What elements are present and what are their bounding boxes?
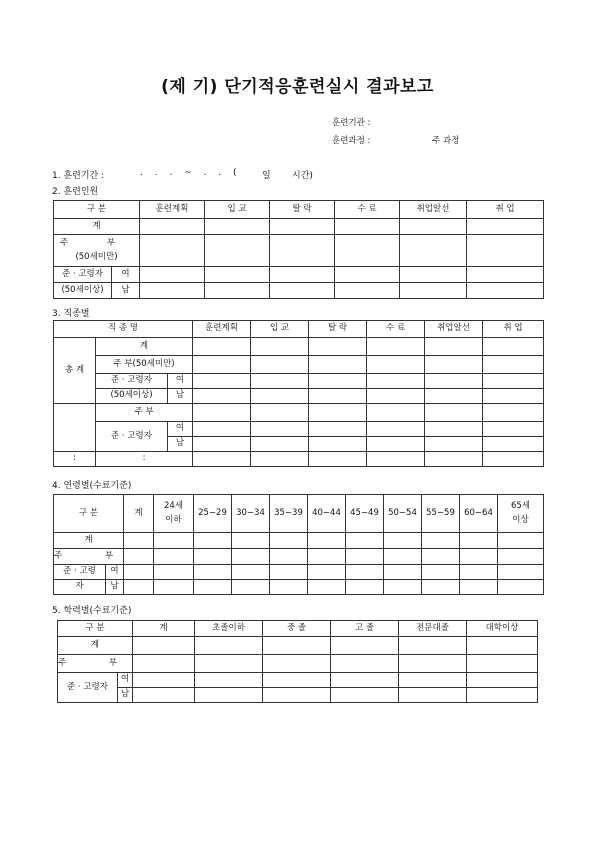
table-row [58,655,538,673]
input-cell[interactable] [400,219,467,235]
institution-label: 훈련기관 : [332,118,371,128]
input-cell[interactable] [460,549,498,565]
table-row [54,389,544,404]
input-cell[interactable] [331,673,399,688]
input-cell[interactable] [331,637,399,655]
input-cell[interactable] [425,356,483,374]
row-label-female: 여 [118,673,133,688]
table-row [54,338,544,356]
input-cell[interactable] [194,580,232,595]
row-label-senior-short: 준 · 고령자 [96,422,168,452]
table-row [54,404,544,422]
input-cell[interactable] [308,533,346,549]
input-cell[interactable] [346,565,384,580]
table-row [54,549,544,565]
row-label-colon: : [54,452,96,467]
input-cell[interactable] [251,374,309,389]
input-cell[interactable] [467,673,538,688]
input-cell[interactable] [251,404,309,422]
input-cell[interactable] [367,404,425,422]
header-cell: 훈련계획 [193,321,251,338]
header-cell: 60−64 [460,495,498,533]
input-cell[interactable] [124,533,154,549]
input-cell[interactable] [309,374,367,389]
input-cell[interactable] [367,389,425,404]
input-cell[interactable] [193,452,251,467]
table-row [58,637,538,655]
input-cell[interactable] [263,688,331,703]
input-cell[interactable] [232,549,270,565]
input-cell[interactable] [467,655,538,673]
row-label-colon: : [96,452,193,467]
header-line: 이하 [165,514,182,525]
table-header-row [54,321,544,338]
table-row [54,452,544,467]
section-2-title: 2. 훈련인원 [52,187,99,197]
table-row [54,283,544,299]
course-label: 훈련과정 : [332,136,371,146]
header-cell: 35−39 [270,495,308,533]
input-cell[interactable] [425,437,483,452]
header-cell: 훈련계획 [140,201,205,219]
header-cell: 수 료 [335,201,400,219]
input-cell[interactable] [309,389,367,404]
row-label-senior-cont: 자 [54,580,106,595]
input-cell[interactable] [399,673,467,688]
input-cell[interactable] [400,283,467,299]
input-cell[interactable] [133,637,195,655]
table-header-row [54,495,544,533]
input-cell[interactable] [193,422,251,437]
input-cell[interactable] [384,549,422,565]
input-cell[interactable] [346,549,384,565]
input-cell[interactable] [308,565,346,580]
input-cell[interactable] [425,338,483,356]
table-row [54,219,544,235]
input-cell[interactable] [483,452,544,467]
input-cell[interactable] [270,549,308,565]
input-cell[interactable] [422,565,460,580]
input-cell[interactable] [193,389,251,404]
table-row [54,235,544,267]
input-cell[interactable] [194,533,232,549]
header-cell-under24 [154,495,194,533]
input-cell[interactable] [263,673,331,688]
input-cell[interactable] [483,389,544,404]
row-label-male: 남 [118,688,133,703]
header-cell: 30−34 [232,495,270,533]
age-table [53,494,544,595]
input-cell[interactable] [270,580,308,595]
input-cell[interactable] [498,580,544,595]
input-cell[interactable] [460,565,498,580]
header-cell: 탈 락 [270,201,335,219]
table-row [58,688,538,703]
row-label-senior: 준 · 고령자 [96,374,168,389]
input-cell[interactable] [460,533,498,549]
row-label-male: 남 [112,283,140,299]
input-cell[interactable] [422,549,460,565]
row-label-senior-age: (50세이상) [96,389,168,404]
input-cell[interactable] [251,338,309,356]
header-cell: 중 졸 [263,621,331,637]
education-table [57,620,538,703]
input-cell[interactable] [467,219,544,235]
row-label-housewife-short: 주 부 [96,404,193,422]
input-cell[interactable] [335,283,400,299]
header-cell: 취업알선 [400,201,467,219]
header-line: 이상 [512,514,529,525]
row-label-male: 남 [106,580,124,595]
training-period-dates: . . . ~ . . ( [140,168,237,178]
input-cell[interactable] [399,655,467,673]
header-cell: 45−49 [346,495,384,533]
input-cell[interactable] [232,565,270,580]
input-cell[interactable] [425,422,483,437]
table-header-row [54,201,544,219]
input-cell[interactable] [335,235,400,267]
header-cell: 탈 락 [309,321,367,338]
input-cell[interactable] [309,338,367,356]
header-cell: 25−29 [194,495,232,533]
row-label-housewife [54,235,140,267]
input-cell[interactable] [367,356,425,374]
input-cell[interactable] [367,374,425,389]
input-cell[interactable] [467,637,538,655]
input-cell[interactable] [140,283,205,299]
input-cell[interactable] [232,533,270,549]
input-cell[interactable] [195,673,263,688]
header-line: 65세 [510,500,531,511]
input-cell[interactable] [270,267,335,283]
table-row [54,565,544,580]
input-cell[interactable] [140,235,205,267]
input-cell[interactable] [346,533,384,549]
input-cell[interactable] [251,452,309,467]
input-cell[interactable] [270,235,335,267]
header-cell: 직 종 명 [54,321,193,338]
input-cell[interactable] [270,283,335,299]
input-cell[interactable] [422,580,460,595]
input-cell[interactable] [467,688,538,703]
input-cell[interactable] [205,219,270,235]
input-cell[interactable] [133,673,195,688]
input-cell[interactable] [205,267,270,283]
input-cell[interactable] [263,655,331,673]
input-cell[interactable] [425,389,483,404]
input-cell[interactable] [195,688,263,703]
input-cell[interactable] [194,549,232,565]
table-row [54,533,544,549]
input-cell[interactable] [498,533,544,549]
row-label-senior: 준 · 고령자 [54,267,112,283]
header-cell: 40−44 [308,495,346,533]
input-cell[interactable] [154,533,194,549]
table-row [58,673,538,688]
input-cell[interactable] [309,356,367,374]
input-cell[interactable] [251,437,309,452]
input-cell[interactable] [205,235,270,267]
input-cell[interactable] [270,565,308,580]
input-cell[interactable] [384,533,422,549]
input-cell[interactable] [309,404,367,422]
row-label-line: (50세미만) [75,251,118,262]
table-row [54,422,544,437]
input-cell[interactable] [346,580,384,595]
header-cell: 계 [124,495,154,533]
input-cell[interactable] [140,219,205,235]
row-label-male: 남 [168,437,193,452]
input-cell[interactable] [483,422,544,437]
header-cell: 전문대졸 [399,621,467,637]
header-cell: 구 분 [54,201,140,219]
header-cell: 구 분 [58,621,133,637]
input-cell[interactable] [232,580,270,595]
input-cell[interactable] [251,422,309,437]
input-cell[interactable] [251,389,309,404]
training-hour-label: 시간) [292,171,313,181]
input-cell[interactable] [498,565,544,580]
input-cell[interactable] [263,637,331,655]
row-label-total: 계 [58,637,133,655]
input-cell[interactable] [483,338,544,356]
group-label-total: 총 계 [54,338,96,404]
header-cell: 입 교 [205,201,270,219]
row-label-housewife: 주 부 [58,655,133,673]
input-cell[interactable] [154,549,194,565]
input-cell[interactable] [270,219,335,235]
input-cell[interactable] [367,422,425,437]
row-label-senior-age: (50세이상) [54,283,112,299]
table-row [54,356,544,374]
document-title: (제 기) 단기적응훈련실시 결과보고 [161,77,434,97]
header-line: 24세 [163,500,184,511]
input-cell[interactable] [467,235,544,267]
input-cell[interactable] [399,688,467,703]
input-cell[interactable] [195,655,263,673]
input-cell[interactable] [133,688,195,703]
row-label-female: 여 [106,565,124,580]
input-cell[interactable] [460,580,498,595]
input-cell[interactable] [422,533,460,549]
row-label-total: 계 [96,338,193,356]
input-cell[interactable] [309,422,367,437]
header-cell: 구 분 [54,495,124,533]
input-cell[interactable] [483,374,544,389]
input-cell[interactable] [467,267,544,283]
table-row [54,374,544,389]
occupation-table [53,320,544,467]
header-cell: 대학이상 [467,621,538,637]
input-cell[interactable] [154,565,194,580]
header-cell: 초졸이하 [195,621,263,637]
table-row [54,267,544,283]
header-cell: 입 교 [251,321,309,338]
row-label-male: 남 [168,389,193,404]
input-cell[interactable] [308,580,346,595]
input-cell[interactable] [270,533,308,549]
input-cell[interactable] [205,283,270,299]
header-cell: 취 업 [483,321,544,338]
row-label-housewife: 주 부 [54,549,124,565]
input-cell[interactable] [400,235,467,267]
input-cell[interactable] [124,580,154,595]
section-3-title: 3. 직종별 [52,309,90,319]
row-label-line: 주 부 [59,237,134,248]
input-cell[interactable] [498,549,544,565]
input-cell[interactable] [154,580,194,595]
input-cell[interactable] [193,437,251,452]
input-cell[interactable] [140,267,205,283]
header-cell-over65 [498,495,544,533]
input-cell[interactable] [309,452,367,467]
input-cell[interactable] [425,374,483,389]
row-label-female: 여 [112,267,140,283]
header-cell: 50−54 [384,495,422,533]
input-cell[interactable] [367,452,425,467]
input-cell[interactable] [467,283,544,299]
input-cell[interactable] [331,688,399,703]
input-cell[interactable] [195,637,263,655]
section-5-title: 5. 학력별(수료기준) [52,606,132,616]
input-cell[interactable] [384,565,422,580]
row-label-female: 여 [168,374,193,389]
input-cell[interactable] [335,267,400,283]
row-label-senior: 준 · 고령 [54,565,106,580]
row-label-total: 계 [54,533,124,549]
header-cell: 55−59 [422,495,460,533]
input-cell[interactable] [193,374,251,389]
input-cell[interactable] [133,655,195,673]
training-period-label: 1. 훈련기간 : [52,171,105,181]
input-cell[interactable] [193,338,251,356]
row-label-female: 여 [168,422,193,437]
input-cell[interactable] [367,437,425,452]
input-cell[interactable] [399,637,467,655]
table-row [54,580,544,595]
header-cell: 고 졸 [331,621,399,637]
input-cell[interactable] [251,356,309,374]
section-4-title: 4. 연령별(수료기준) [52,481,132,491]
input-cell[interactable] [400,267,467,283]
input-cell[interactable] [367,338,425,356]
input-cell[interactable] [309,437,367,452]
header-cell: 계 [133,621,195,637]
input-cell[interactable] [483,404,544,422]
input-cell[interactable] [483,437,544,452]
input-cell[interactable] [483,356,544,374]
table-header-row [58,621,538,637]
input-cell[interactable] [335,219,400,235]
occupation-name-cell[interactable] [54,404,96,452]
header-cell: 취 업 [467,201,544,219]
header-cell: 취업알선 [425,321,483,338]
input-cell[interactable] [194,565,232,580]
input-cell[interactable] [193,356,251,374]
header-cell: 수 료 [367,321,425,338]
row-label-total: 계 [54,219,140,235]
row-label-housewife: 주 부(50세미만) [96,356,193,374]
input-cell[interactable] [331,655,399,673]
training-day-label: 일 [262,171,271,181]
input-cell[interactable] [425,404,483,422]
input-cell[interactable] [384,580,422,595]
row-label-senior: 준 · 고령자 [58,673,118,703]
training-personnel-table [53,200,544,299]
course-suffix: 주 과정 [432,136,460,146]
input-cell[interactable] [124,565,154,580]
input-cell[interactable] [308,549,346,565]
input-cell[interactable] [425,452,483,467]
input-cell[interactable] [193,404,251,422]
